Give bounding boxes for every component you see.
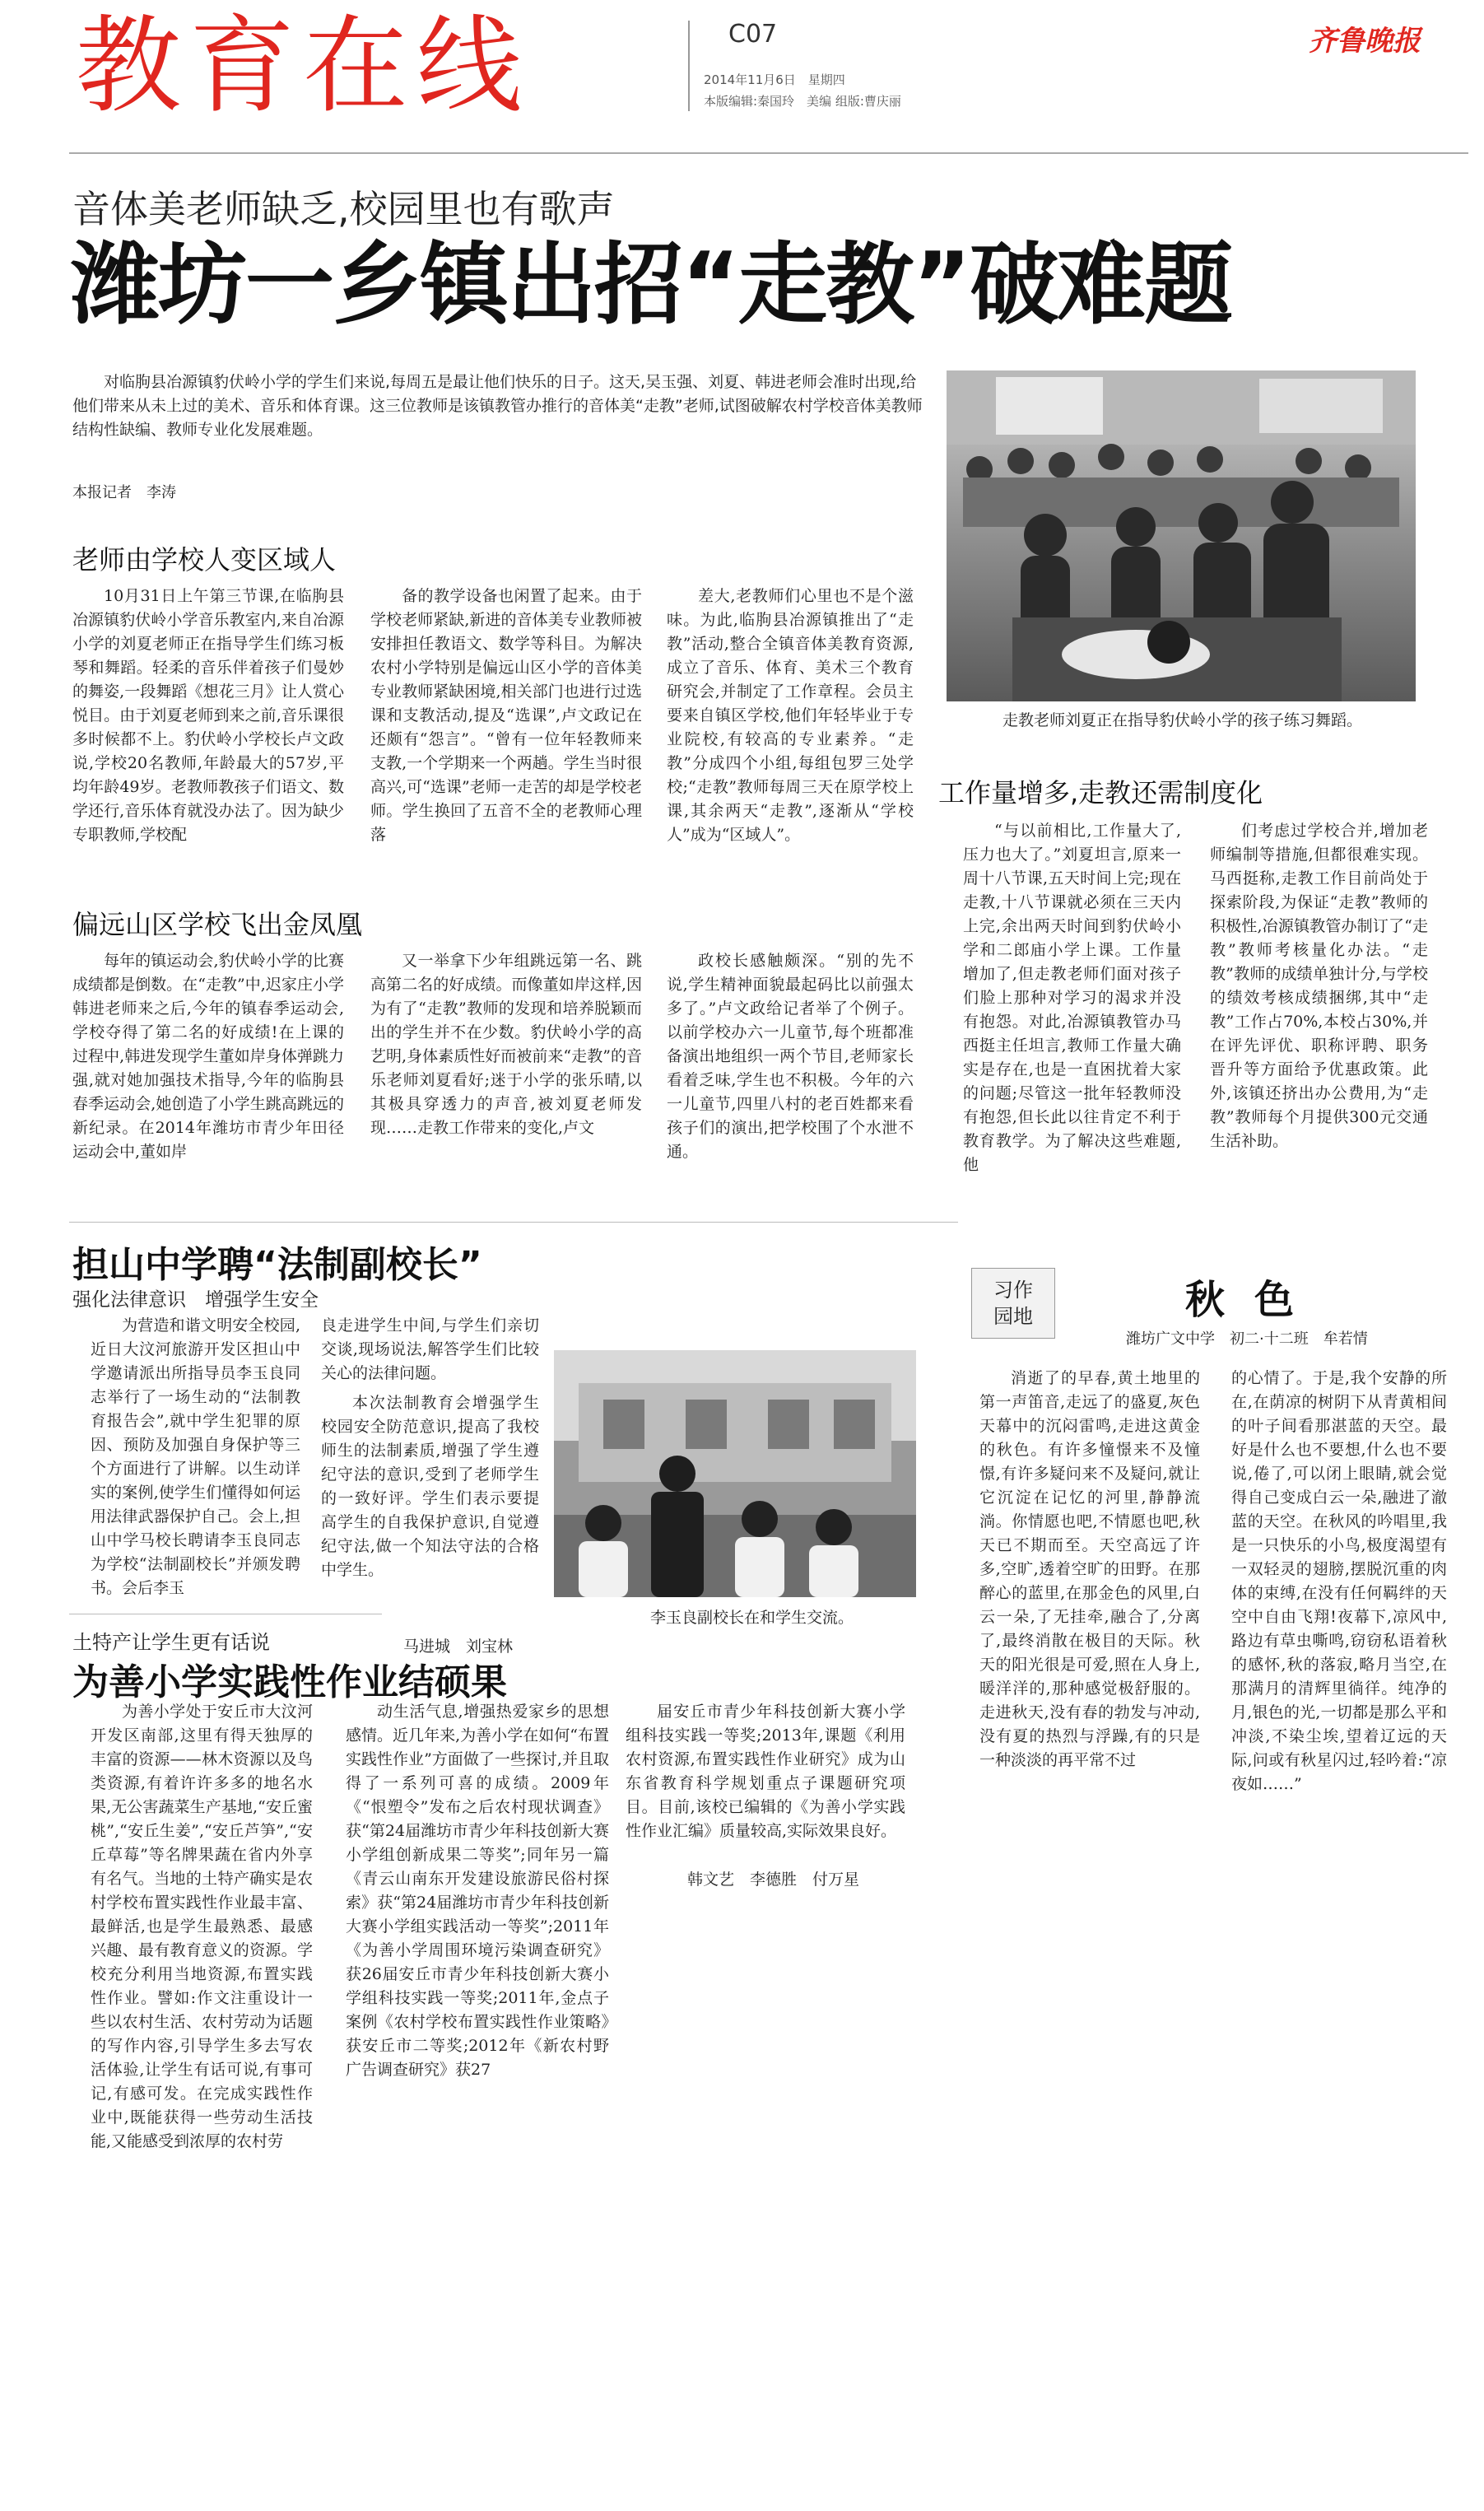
article-column bbox=[321, 1314, 539, 1386]
paragraph: 的心情了。于是,我个安静的所在,在荫凉的树阴下从青黄相间的叶子间看那湛蓝的天空。最好是什么也不要想,什么也不要说,倦了,可以闭上眼睛,就会觉得自己变成白云一朵,融进了澈蓝的天空。在秋风的吟唱里,我是一只快乐的小鸟,极度渴望有一双轻灵的翅膀,摆脱沉重的肉体的束缚,在没有任何羁绊的天空中自由飞翔!夜幕下,凉风中,路边有草虫嘶鸣,窃窃私语着秋的感怀,秋的落寂,略月当空,在那满月的清辉里徜徉。纯净的月,银色的光,一切都是那么平和冲淡,不染尘埃,望着辽远的天际,问或有秋星闪过,轻吟着:“凉夜如……” bbox=[1231, 1369, 1447, 1793]
lead-photo-caption: 走教老师刘夏正在指导豹伏岭小学的孩子练习舞蹈。 bbox=[1003, 711, 1363, 729]
paragraph: 每年的镇运动会,豹伏岭小学的比赛成绩都是倒数。在“走教”中,迟家庄小学韩进老师来之后,今年的镇春季运动会,学校夺得了第二名的好成绩!在上课的过程中,韩进发现学生董如岸身体弹跳力强,就对她加强技术指导,今年的临朐县春季运动会,她创造了小学生跳高跳远的新纪录。在2014年潍坊市青少年田径运动会中,董如岸 bbox=[72, 952, 344, 1161]
article-column bbox=[72, 949, 344, 1164]
section-heading-golden-phoenix: 偏远山区学校飞出金凤凰 bbox=[72, 909, 363, 940]
issue-date: 2014年11月6日 星期四 bbox=[704, 72, 845, 87]
header-rule bbox=[69, 152, 1468, 154]
editor-credits: 本版编辑:秦国玲 美编 组版:曹庆丽 bbox=[704, 94, 901, 109]
article-column bbox=[370, 949, 642, 1140]
lead-headline: 潍坊一乡镇出招“走教”破难题 bbox=[71, 234, 1231, 337]
practice-kicker: 土特产让学生更有话说 bbox=[72, 1631, 270, 1654]
lead-intro: 对临朐县冶源镇豹伏岭小学的学生们来说,每周五是最让他们快乐的日子。这天,吴玉强、刘夏、韩进老师会准时出现,给他们带来从未上过的美术、音乐和体育课。这三位教师是该镇教管办推行的音体美“走教”老师,试图破解农村学校音体美教师结构性缺编、教师专业化发展难题。 bbox=[72, 373, 923, 439]
paragraph: 消逝了的早春,黄土地里的第一声笛音,走远了的盛夏,灰色天幕中的沉闷雷鸣,走进这黄金的秋色。有许多憧憬来不及憧憬,有许多疑问来不及疑问,就让它沉淀在记忆的河里,静静流淌。你情愿也吧,不情愿也吧,秋天已不期而至。天空高远了许多,空旷,透着空旷的田野。在那醉心的蓝里,在那金色的风里,白云一朵,了无挂牵,融合了,分离了,最终消散在极目的天际。秋天的阳光很是可爱,照在人身上,暖洋洋的,那种感觉极舒服的。走进秋天,没有春的勃发与冲动,没有夏的热烈与浮躁,有的只是一种淡淡的再平常不过 bbox=[979, 1369, 1200, 1769]
article-column bbox=[626, 1700, 905, 1843]
paragraph: “与以前相比,工作量大了,压力也大了。”刘夏坦言,原来一周十八节课,五天时间上完;现在走教,十八节课就必须在三天内上完,余出两天时间到豹伏岭小学和二郎庙小学上课。工作量增加了,但走教老师们面对孩子们脸上那种对学习的渴求并没有抱怨。对此,冶源镇教管办马西挺主任坦言,教师工作量大确实是存在,也是一直困扰着大家的问题;尽管这一批年轻教师没有抱怨,但长此以往肯定不利于教育教学。为了解决这些难题,他 bbox=[963, 822, 1181, 1174]
paragraph: 本次法制教育会增强学生校园安全防范意识,提高了我校师生的法制素质,增强了学生遵纪守法的意识,受到了老师学生的一致好评。学生们表示要提高学生的自我保护意识,自觉遵纪守法,做一个知法守法的合格中学生。 bbox=[321, 1394, 539, 1579]
dance-class-photo-icon bbox=[947, 370, 1416, 701]
article-column bbox=[91, 1700, 313, 2154]
article-column bbox=[667, 585, 914, 847]
essay-author: 潍坊广文中学 初二·十二班 牟若情 bbox=[1126, 1330, 1368, 1348]
newspaper-masthead: 齐鲁晚报 bbox=[1309, 25, 1421, 58]
paragraph: 动生活气息,增强热爱家乡的思想感情。近几年来,为善小学在如何“布置实践性作业”方面做了一些探讨,并且取得了一系列可喜的成绩。2009年《“恨塑令”发布之后农村现状调查》获“第24届潍坊市青少年科技创新大赛小学组创新成果二等奖”;同年另一篇《青云山南东开发建设旅游民俗村探索》获“第24届潍坊市青少年科技创新大赛小学组实践活动一等奖”;2011年《为善小学周围环境污染调查研究》获26届安丘市青少年科技创新大赛小学组科技实践一等奖;2011年,金点子案例《农村学校布置实践性作业策略》获安丘市二等奖;2012年《新农村野广告调查研究》获27 bbox=[346, 1703, 609, 2079]
practice-author: 韩文艺 李德胜 付万星 bbox=[687, 1870, 860, 1889]
essay-column bbox=[1231, 1367, 1447, 1796]
essay-tag-line: 习作 bbox=[993, 1279, 1033, 1302]
article-column bbox=[346, 1700, 609, 2082]
article-column bbox=[321, 1391, 539, 1582]
article-column bbox=[963, 819, 1181, 1177]
law-headline: 担山中学聘“法制副校长” bbox=[72, 1244, 482, 1286]
article-column bbox=[1210, 819, 1428, 1153]
article-column bbox=[91, 1314, 300, 1600]
paragraph: 良走进学生中间,与学生们亲切交谈,现场说法,解答学生们比较关心的法律问题。 bbox=[321, 1316, 539, 1382]
essay-column bbox=[979, 1367, 1200, 1773]
law-subhead: 强化法律意识 增强学生安全 bbox=[72, 1289, 319, 1311]
lead-photo bbox=[947, 370, 1416, 701]
paragraph: 10月31日上午第三节课,在临朐县冶源镇豹伏岭小学音乐教室内,来自冶源小学的刘夏老师正在指导学生们练习板琴和舞蹈。轻柔的音乐伴着孩子们曼妙的舞姿,一段舞蹈《想花三月》让人赏心悦目。由于刘夏老师到来之前,音乐课很多时候都不上。豹伏岭小学校长卢文政说,学校20名教师,年龄最大的57岁,平均年龄49岁。老教师教孩子们语文、数学还行,音乐体育就没办法了。因为缺少专职教师,学校配 bbox=[72, 587, 344, 844]
practice-headline: 为善小学实践性作业结硕果 bbox=[72, 1661, 507, 1703]
paragraph: 又一举拿下少年组跳远第一名、跳高第二名的好成绩。而像董如岸这样,因为有了“走教”教师的发现和培养脱颖而出的学生并不在少数。豹伏岭小学的高艺明,身体素质性好而被前来“走教”的音乐老师刘夏看好;迷于小学的张乐晴,以其极具穿透力的声音,被刘夏老师发现……走教工作带来的变化,卢文 bbox=[370, 952, 642, 1137]
paragraph: 差大,老教师们心里也不是个滋味。为此,临朐县冶源镇推出了“走教”活动,整合全镇音体美教育资源,成立了音乐、体育、美术三个教育研究会,并制定了工作章程。会员主要来自镇区学校,他们年轻毕业于专业院校,有较高的专业素养。“走教”分成四个小组,每组包罗三处学校;“走教”教师每周三天在原学校上课,其余两天“走教”,逐渐从“学校人”成为“区域人”。 bbox=[667, 587, 914, 844]
header-divider bbox=[688, 21, 690, 111]
school-officer-photo-icon bbox=[554, 1350, 916, 1597]
essay-section-tag bbox=[971, 1268, 1055, 1339]
essay-title: 秋色 bbox=[1185, 1277, 1324, 1323]
law-photo bbox=[554, 1350, 916, 1597]
law-author: 马进城 刘宝林 bbox=[403, 1638, 514, 1656]
paragraph: 备的教学设备也闲置了起来。由于学校老师紧缺,新进的音体美专业教师被安排担任教语文、数学等科目。为解决农村小学特别是偏远山区小学的音体美专业教师紧缺困境,相关部门也进行过选课和支教活动,提及“选课”,卢文政记在还颇有“怨言”。“曾有一位年轻教师来支教,一个学期来一个两趟。学生当时很高兴,可“选课”老师一走苦的却是学校老师。学生换回了五音不全的老教师心理落 bbox=[370, 587, 642, 844]
section-rule bbox=[69, 1222, 958, 1223]
section-title: 教育在线 bbox=[76, 5, 531, 128]
law-photo-caption: 李玉良副校长在和学生交流。 bbox=[650, 1609, 854, 1627]
paragraph: 为善小学处于安丘市大汶河开发区南部,这里有得天独厚的丰富的资源——林木资源以及鸟类资源,有着许许多多的地名水果,无公害蔬菜生产基地,“安丘蜜桃”,“安丘生姜”,“安丘芦笋”,“安丘草莓”等名牌果蔬在省内外享有名气。当地的土特产确实是农村学校布置实践性作业最丰富、最鲜活,也是学生最熟悉、最感兴趣、最有教育意义的资源。学校充分利用当地资源,布置实践性作业。譬如:作文注重设计一些以农村生活、农村劳动为话题的写作内容,引导学生多去写农活体验,让学生有话可说,有事可记,有感可发。在完成实践性作业中,既能获得一些劳动生活技能,又能感受到浓厚的农村劳 bbox=[91, 1703, 313, 2150]
article-column bbox=[72, 585, 344, 847]
section-heading-workload: 工作量增多,走教还需制度化 bbox=[938, 777, 1263, 808]
paragraph: 政校长感触颇深。“别的先不说,学生精神面貌最起码比以前强太多了。”卢文政给记者举了个例子。以前学校办六一儿童节,每个班都准备演出地组织一两个节目,老师家长看着乏味,学生也不积极。今年的六一儿童节,四里八村的老百姓都来看孩子们的演出,把学校围了个水泄不通。 bbox=[667, 952, 914, 1161]
paragraph: 届安丘市青少年科技创新大赛小学组科技实践一等奖;2013年,课题《利用农村资源,布置实践性作业研究》成为山东省教育科学规划重点子课题研究项目。目前,该校已编辑的《为善小学实践性作业汇编》质量较高,实际效果良好。 bbox=[626, 1703, 905, 1840]
article-column bbox=[667, 949, 914, 1164]
section-heading-teacher-region: 老师由学校人变区域人 bbox=[72, 544, 337, 575]
paragraph: 为营造和谐文明安全校园,近日大汶河旅游开发区担山中学邀请派出所指导员李玉良同志举行了一场生动的“法制教育报告会”,就中学生犯罪的原因、预防及加强自身保护等三个方面进行了讲解。以生动详实的案例,使学生们懂得如何运用法律武器保护自己。会上,担山中学马校长聘请李玉良同志为学校“法制副校长”并颁发聘书。会后李玉 bbox=[91, 1316, 300, 1597]
lead-kicker: 音体美老师缺乏,校园里也有歌声 bbox=[72, 187, 615, 231]
article-column bbox=[370, 585, 642, 847]
page-number: C07 bbox=[728, 20, 778, 49]
essay-tag-line: 园地 bbox=[993, 1305, 1033, 1328]
header-meta bbox=[704, 69, 901, 112]
paragraph: 们考虑过学校合并,增加老师编制等措施,但都很难实现。马西挺称,走教工作目前尚处于探索阶段,为保证“走教”教师的积极性,冶源镇教管办制订了“走教”教师考核量化办法。“走教”教师的成绩单独计分,与学校的绩效考核成绩捆绑,其中“走教”工作占70%,本校占30%,并在评先评优、职称评聘、职务晋升等方面给予优惠政策。此外,该镇还挤出办公费用,为“走教”教师每个月提供300元交通生活补助。 bbox=[1210, 822, 1428, 1150]
lead-byline: 本报记者 李涛 bbox=[72, 484, 176, 501]
